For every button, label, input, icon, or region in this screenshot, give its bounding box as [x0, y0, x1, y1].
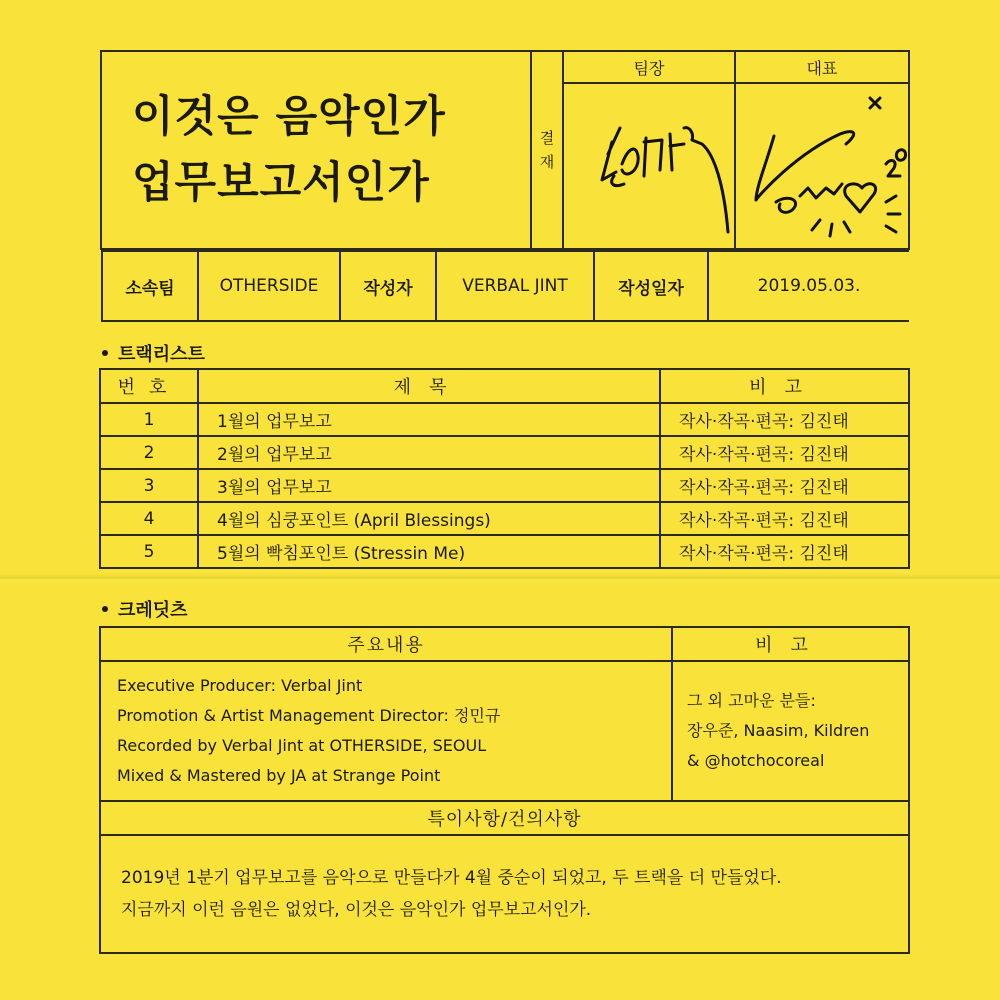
team-value: OTHERSIDE [198, 251, 340, 321]
table-row: 3 3월의 업무보고 작사·작곡·편곡: 김진태 [100, 469, 909, 502]
title-line-2: 업무보고서인가 [132, 158, 430, 208]
author-label: 작성자 [340, 251, 436, 321]
date-value: 2019.05.03. [708, 251, 909, 321]
team-label: 소속팀 [102, 251, 198, 321]
team-leader-signature [563, 83, 735, 249]
remarks-header: 특이사항/건의사항 [100, 801, 909, 835]
tracklist-heading: 트랙리스트 [102, 340, 205, 366]
col-title: 제목 [198, 369, 660, 403]
table-row: 2 2월의 업무보고 작사·작곡·편곡: 김진태 [100, 436, 909, 469]
credit-line: Mixed & Mastered by JA at Strange Point [117, 766, 441, 785]
thanks-note [672, 661, 909, 801]
thanks-line: 그 외 고마운 분들: [687, 691, 816, 710]
credit-line: Recorded by Verbal Jint at OTHERSIDE, SEOUL [117, 736, 487, 755]
col-note: 비고 [660, 369, 909, 403]
credits-body-row [100, 661, 909, 801]
signature-image-1 [564, 84, 735, 248]
bullet-icon [102, 606, 108, 612]
credit-line: Promotion & Artist Management Director: 정민규 [117, 706, 501, 725]
remarks-header-row [100, 801, 909, 835]
author-value: VERBAL JINT [436, 251, 594, 321]
table-row: 5 5월의 빡침포인트 (Stressin Me) 작사·작곡·편곡: 김진태 [100, 535, 909, 568]
remarks-body-row [100, 835, 909, 953]
table-row: 4 4월의 심쿵포인트 (April Blessings) 작사·작곡·편곡: 김진태 [100, 502, 909, 535]
thanks-line: & @hotchocoreal [687, 751, 825, 770]
ceo-signature [735, 83, 909, 249]
approval-label: 결 재 [531, 51, 563, 249]
remark-line: 2019년 1분기 업무보고를 음악으로 만들다가 4월 중순이 되었고, 두 트랙을 더 만들었다. [121, 868, 782, 888]
report-header [100, 50, 910, 322]
role-team-leader: 팀장 [563, 51, 735, 83]
signature-image-2 [736, 84, 909, 248]
date-label: 작성일자 [594, 251, 708, 321]
tracklist-header-row [100, 369, 909, 403]
col-number: 번호 [100, 369, 198, 403]
remark-line: 지금까지 이런 음원은 없었다, 이것은 음악인가 업무보고서인가. [121, 900, 592, 920]
paper-fold-line [0, 574, 1000, 584]
table-row: 1 1월의 업무보고 작사·작곡·편곡: 김진태 [100, 403, 909, 436]
tracklist-table [99, 368, 910, 569]
info-row [101, 249, 909, 322]
col-main-content: 주요내용 [100, 627, 672, 661]
col-credit-note: 비고 [672, 627, 909, 661]
credits-table [99, 626, 910, 954]
credit-line: Executive Producer: Verbal Jint [117, 676, 363, 695]
title-line-1: 이것은 음악인가 [132, 92, 446, 142]
credits-heading: 크레딧츠 [102, 596, 188, 622]
thanks-line: 장우준, Naasim, Kildren [687, 721, 870, 740]
role-ceo: 대표 [735, 51, 909, 83]
report-title [101, 51, 531, 249]
bullet-icon [102, 350, 108, 356]
credits-header-row [100, 627, 909, 661]
credit-lines [100, 661, 672, 801]
remarks-body [100, 835, 909, 953]
